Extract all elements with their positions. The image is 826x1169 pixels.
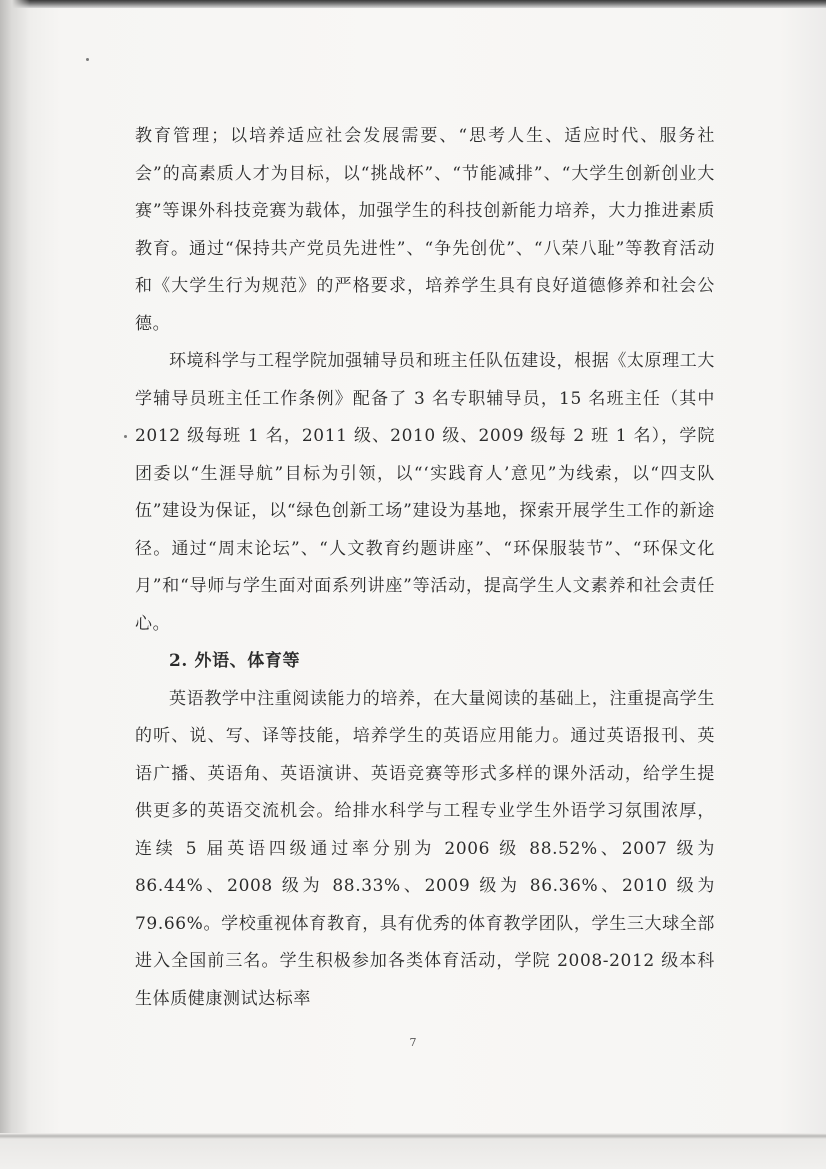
paragraph-counselor-team: 环境科学与工程学院加强辅导员和班主任队伍建设，根据《太原理工大学辅导员班主任工作条例》配备了 3 名专职辅导员，15 名班主任（其中 2012 级每班 1 名，2011 级、2010 级、2009 级每 2 班 1 名），学院团委以“生涯导航”目标为引领，以“‘实践育人’意见”为线索，以“四支队伍”建设为保证，以“绿色创新工场”建设为基地，探索开展学生工作的新途径。通过“周末论坛”、“人文教育约题讲座”、“环保服装节”、“环保文化月”和“导师与学生面对面系列讲座”等活动，提高学生人文素养和社会责任心。 <box>135 351 715 634</box>
paragraph-english-sports: 英语教学中注重阅读能力的培养，在大量阅读的基础上，注重提高学生的听、说、写、译等技能，培养学生的英语应用能力。通过英语报刊、英语广播、英语角、英语演讲、英语竞赛等形式多样的课外活动，给学生提供更多的英语交流机会。给排水科学与工程专业学生外语学习氛围浓厚，连续 5 届英语四级通过率分别为 2006 级 88.52%、2007 级为 86.44%、2008 级为 88.33%、2009 级为 86.36%、2010 级为 79.66%。学校重视体育教育，具有优秀的体育教学团队，学生三大球全部进入全国前三名。学生积极参加各类体育活动，学院 2008-2012 级本科生体质健康测试达标率 <box>135 688 715 1009</box>
scan-binding-shadow <box>0 0 30 1169</box>
section-heading: 2. 外语、体育等 <box>169 651 301 671</box>
page-number: 7 <box>409 1036 417 1049</box>
scan-speck <box>86 58 89 61</box>
scan-top-edge <box>0 0 826 8</box>
paragraph-education-management: 教育管理；以培养适应社会发展需要、“思考人生、适应时代、服务社会”的高素质人才为目标，以“挑战杯”、“节能减排”、“大学生创新创业大赛”等课外科技竞赛为载体，加强学生的科技创新能力培养，大力推进素质教育。通过“保持共产党员先进性”、“争先创优”、“八荣八耻”等教育活动和《大学生行为规范》的严格要求，培养学生具有良好道德修养和社会公德。 <box>135 126 715 334</box>
document-body <box>135 118 715 1018</box>
scan-bottom-edge <box>0 1133 826 1169</box>
scan-speck <box>124 435 127 438</box>
